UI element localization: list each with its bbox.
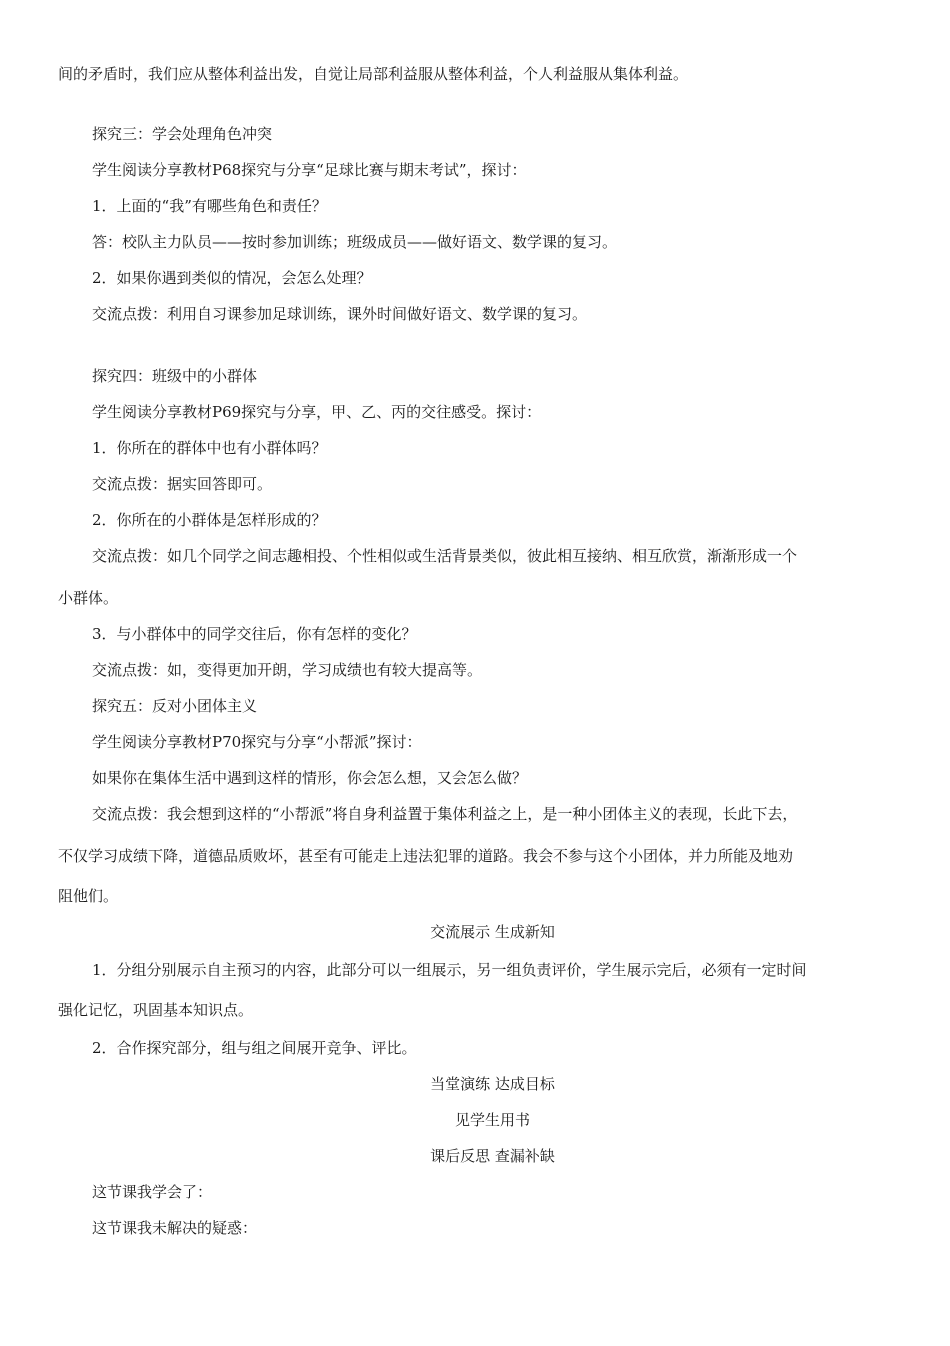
explore-3-question-1: 1．上面的“我”有哪些角色和责任？ [92, 197, 327, 215]
paragraph-continuation: 间的矛盾时，我们应从整体利益出发，自觉让局部利益服从整体利益，个人利益服从集体利益。 [58, 65, 689, 83]
section-heading-explore-3: 探究三：学会处理角色冲突 [92, 125, 273, 143]
reflection-doubts: 这节课我未解决的疑惑： [92, 1219, 258, 1237]
practice-note: 见学生用书 [454, 1111, 530, 1129]
section-title-display: 交流展示 生成新知 [430, 923, 555, 941]
explore-3-intro: 学生阅读分享教材P68探究与分享“足球比赛与期末考试”，探讨： [92, 161, 527, 179]
explore-3-answer-2: 交流点拨：利用自习课参加足球训练，课外时间做好语文、数学课的复习。 [92, 305, 588, 323]
explore-4-intro: 学生阅读分享教材P69探究与分享，甲、乙、丙的交往感受。探讨： [92, 403, 542, 421]
explore-4-answer-2-cont: 小群体。 [58, 589, 119, 607]
explore-3-answer-1: 答：校队主力队员——按时参加训练；班级成员——做好语文、数学课的复习。 [92, 233, 618, 251]
explore-4-question-2: 2．你所在的小群体是怎样形成的？ [92, 511, 327, 529]
explore-5-question: 如果你在集体生活中遇到这样的情形，你会怎么想，又会怎么做？ [92, 769, 528, 787]
section-heading-explore-5: 探究五：反对小团体主义 [92, 697, 258, 715]
explore-5-answer-cont-2: 阻他们。 [58, 887, 119, 905]
display-item-2: 2．合作探究部分，组与组之间展开竞争、评比。 [92, 1039, 417, 1057]
section-heading-explore-4: 探究四：班级中的小群体 [92, 367, 258, 385]
reflection-learned: 这节课我学会了： [92, 1183, 213, 1201]
section-title-reflection: 课后反思 查漏补缺 [430, 1147, 555, 1165]
explore-5-answer: 交流点拨：我会想到这样的“小帮派”将自身利益置于集体利益之上，是一种小团体主义的表现，长此下去， [92, 805, 798, 823]
explore-4-answer-1: 交流点拨：据实回答即可。 [92, 475, 273, 493]
section-title-practice: 当堂演练 达成目标 [430, 1075, 555, 1093]
explore-4-answer-3: 交流点拨：如，变得更加开朗，学习成绩也有较大提高等。 [92, 661, 483, 679]
explore-4-answer-2: 交流点拨：如几个同学之间志趣相投、个性相似或生活背景类似，彼此相互接纳、相互欣赏，渐渐形成一个 [92, 547, 798, 565]
display-item-1-cont: 强化记忆，巩固基本知识点。 [58, 1001, 254, 1019]
explore-4-question-1: 1．你所在的群体中也有小群体吗？ [92, 439, 327, 457]
display-item-1: 1．分组分别展示自主预习的内容，此部分可以一组展示，另一组负责评价，学生展示完后，必须有一定时间 [92, 961, 807, 979]
explore-3-question-2: 2．如果你遇到类似的情况，会怎么处理？ [92, 269, 372, 287]
explore-5-answer-cont-1: 不仅学习成绩下降，道德品质败坏，甚至有可能走上违法犯罪的道路。我会不参与这个小团体，并力所能及地劝 [58, 847, 794, 865]
explore-4-question-3: 3．与小群体中的同学交往后，你有怎样的变化？ [92, 625, 417, 643]
explore-5-intro: 学生阅读分享教材P70探究与分享“小帮派”探讨： [92, 733, 422, 751]
